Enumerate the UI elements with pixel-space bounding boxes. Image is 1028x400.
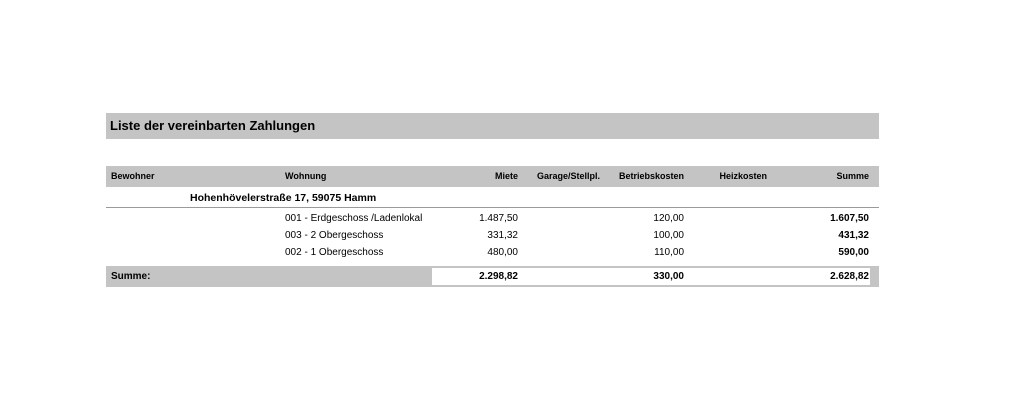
row-miete: 480,00 xyxy=(487,247,518,258)
totals-miete: 2.298,82 xyxy=(479,271,518,282)
header-miete: Miete xyxy=(494,171,518,181)
row-betriebskosten: 100,00 xyxy=(653,230,684,241)
header-betriebskosten: Betriebskosten xyxy=(618,171,684,181)
totals-betriebskosten: 330,00 xyxy=(653,271,684,282)
header-wohnung: Wohnung xyxy=(285,171,327,181)
row-betriebskosten: 110,00 xyxy=(654,247,684,258)
header-bewohner: Bewohner xyxy=(111,171,155,181)
table-row xyxy=(106,210,879,227)
row-summe: 1.607,50 xyxy=(830,213,869,224)
row-wohnung: 001 - Erdgeschoss /Ladenlokal xyxy=(285,213,423,224)
totals-row xyxy=(106,266,879,287)
table-row xyxy=(106,244,879,261)
row-miete: 1.487,50 xyxy=(479,213,518,224)
row-wohnung: 002 - 1 Obergeschoss xyxy=(285,247,384,258)
totals-label: Summe: xyxy=(111,271,151,282)
table-row xyxy=(106,227,879,244)
header-garage: Garage/Stellpl. xyxy=(536,171,600,181)
header-summe: Summe xyxy=(836,171,869,181)
table-header xyxy=(106,166,879,187)
row-betriebskosten: 120,00 xyxy=(653,213,684,224)
row-summe: 590,00 xyxy=(838,247,869,258)
row-wohnung: 003 - 2 Obergeschoss xyxy=(285,230,384,241)
property-address: Hohenhövelerstraße 17, 59075 Hamm xyxy=(190,192,377,204)
row-miete: 331,32 xyxy=(487,230,518,241)
address-divider xyxy=(106,207,879,208)
report-title: Liste der vereinbarten Zahlungen xyxy=(106,113,879,139)
row-summe: 431,32 xyxy=(838,230,869,241)
header-heizkosten: Heizkosten xyxy=(719,171,767,181)
totals-summe: 2.628,82 xyxy=(830,271,869,282)
